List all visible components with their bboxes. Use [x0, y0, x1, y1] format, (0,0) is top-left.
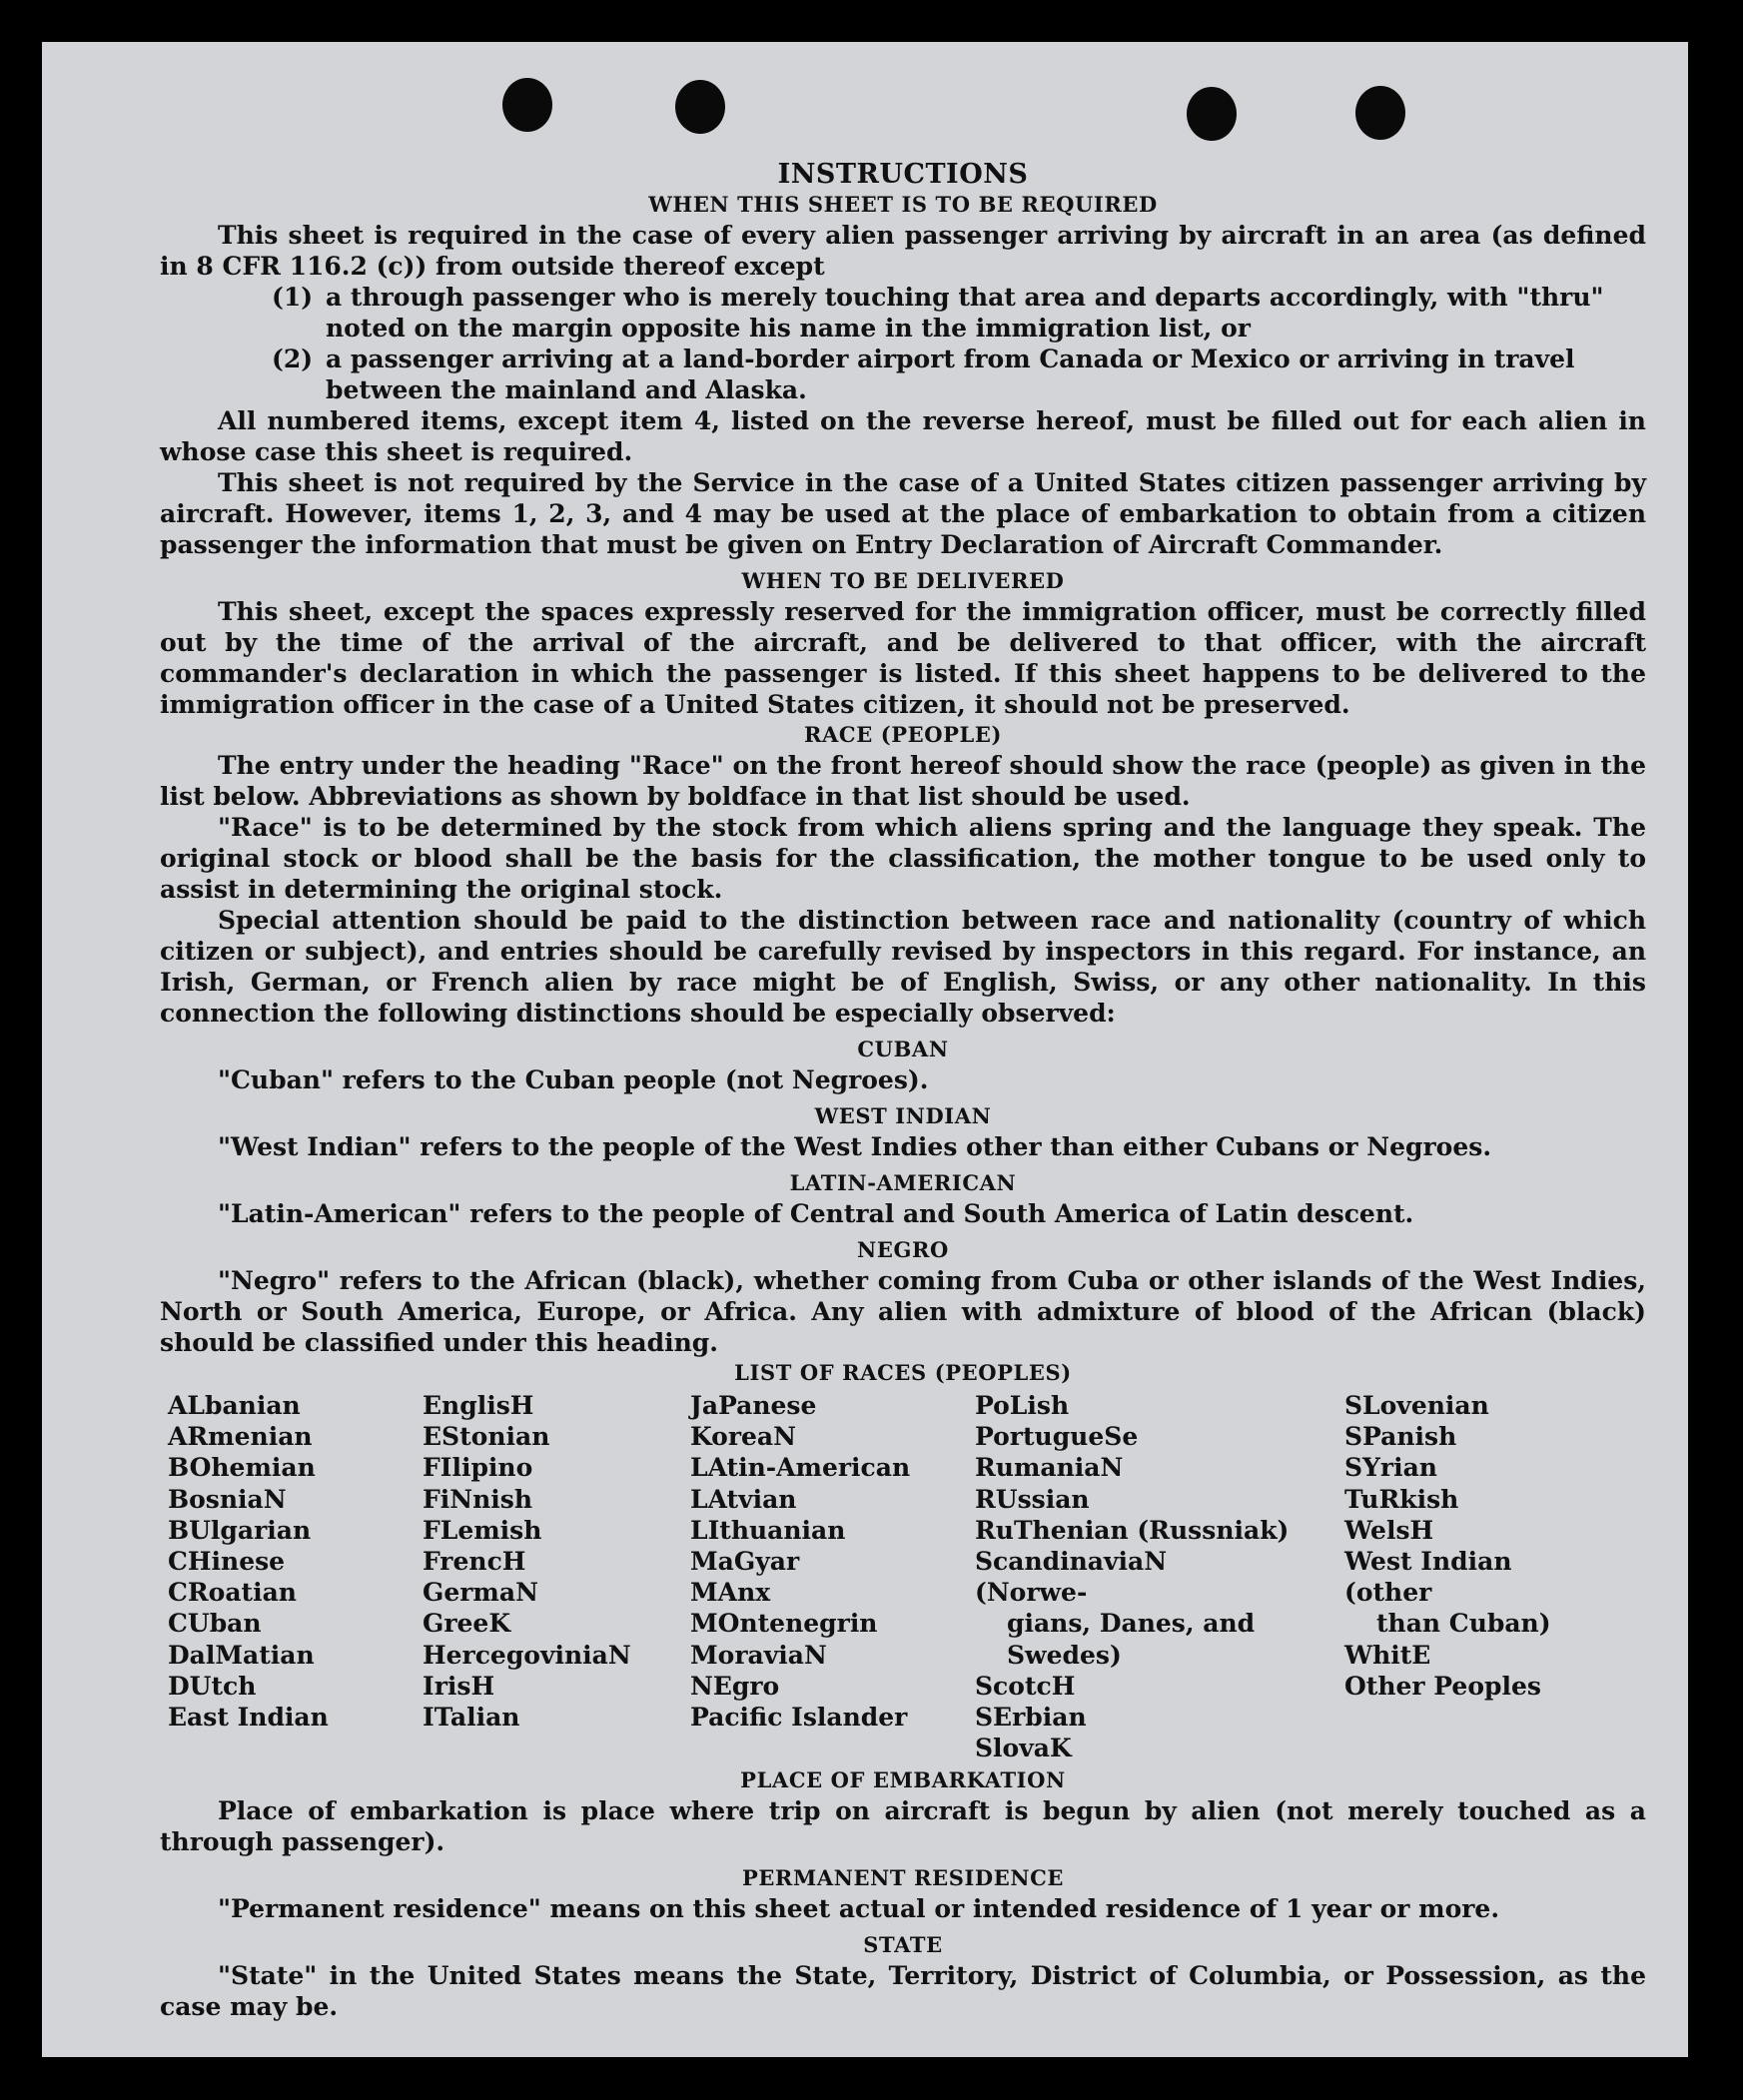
race-item-line: ScandinaviaN (Norwe- — [975, 1547, 1168, 1608]
item-number: (2) — [272, 345, 314, 373]
race-item: SYrian — [1344, 1453, 1437, 1483]
paragraph: "Race" is to be determined by the stock from which aliens spring and the language they speak. The original stock or blood shall be the basis for the classification, the mother tongue to be used only to assist in determining the original stock. — [160, 813, 1646, 904]
race-item: ALbanian — [168, 1391, 301, 1420]
race-item: MAnx — [690, 1578, 771, 1608]
race-item: SErbian — [975, 1703, 1087, 1733]
race-item: WhitE — [1344, 1640, 1431, 1670]
race-item: KoreaN — [690, 1422, 796, 1452]
heading-negro: NEGRO — [857, 1237, 949, 1262]
races-column — [690, 1390, 975, 1763]
paragraph: "West Indian" refers to the people of the West Indies other than either Cubans or Negroes. — [218, 1132, 1492, 1161]
list-item — [272, 344, 1646, 405]
list-item — [272, 282, 1646, 344]
race-item: RuThenian (Russniak) — [975, 1515, 1290, 1545]
item-text: a through passenger who is merely touching that area and departs accordingly, with "thru" noted on the margin opposite his name in the immigration list, or — [326, 283, 1604, 343]
heading-state: STATE — [863, 1932, 943, 1958]
races-column — [975, 1390, 1344, 1763]
heading-when-delivered: WHEN TO BE DELIVERED — [741, 568, 1065, 593]
heading-place-of-embarkation: PLACE OF EMBARKATION — [740, 1767, 1066, 1793]
race-item: BOhemian — [168, 1453, 316, 1483]
race-item: PoLish — [975, 1391, 1070, 1420]
race-item: DalMatian — [168, 1640, 315, 1670]
document-page — [42, 42, 1688, 2057]
heading-latin-american: LATIN-AMERICAN — [789, 1170, 1017, 1195]
paragraph: "State" in the United States means the State, Territory, District of Columbia, or Possession, as the case may be. — [160, 1961, 1646, 2022]
race-item-line: gians, Danes, and — [1007, 1609, 1256, 1639]
heading-west-indian: WEST INDIAN — [814, 1103, 992, 1128]
paragraph: This sheet is not required by the Service in the case of a United States citizen passenger arriving by aircraft. However, items 1, 2, 3, and 4 may be used at the place of embarkation to obtain from a citizen passenger the information that must be given on Entry Declaration of Aircraft Commander. — [160, 468, 1646, 559]
heading-race: RACE (PEOPLE) — [803, 722, 1003, 747]
heading-permanent-residence: PERMANENT RESIDENCE — [741, 1865, 1065, 1891]
item-number: (1) — [272, 283, 314, 312]
race-item: BUlgarian — [168, 1515, 312, 1545]
race-item: GreeK — [423, 1609, 511, 1639]
race-item: FLemish — [423, 1515, 542, 1545]
race-item: ITalian — [423, 1703, 520, 1733]
race-item: EStonian — [423, 1422, 550, 1452]
paragraph: This sheet, except the spaces expressly reserved for the immigration officer, must be correctly filled out by the time of the arrival of the aircraft, and be delivered to that officer, with the aircraft commander's declaration in which the passenger is listed. If this sheet happens to be delivered to the immigration officer in the case of a United States citizen, it should not be preserved. — [160, 597, 1646, 719]
race-item: FrencH — [423, 1547, 526, 1577]
race-item: MoraviaN — [690, 1640, 827, 1670]
race-item: RUssian — [975, 1484, 1090, 1514]
race-item: GermaN — [423, 1578, 538, 1608]
race-item: CHinese — [168, 1547, 286, 1577]
race-item: CUban — [168, 1609, 262, 1639]
paragraph: "Negro" refers to the African (black), whether coming from Cuba or other islands of the West Indies, North or South America, Europe, or Africa. Any alien with admixture of blood of the African (black) should be classified under this heading. — [160, 1266, 1646, 1357]
race-item: WelsH — [1344, 1515, 1434, 1545]
race-item: SLovenian — [1344, 1391, 1489, 1420]
race-item: PortugueSe — [975, 1422, 1139, 1452]
race-item: FIlipino — [423, 1453, 533, 1483]
races-column — [168, 1390, 423, 1763]
race-item: RumaniaN — [975, 1453, 1124, 1483]
race-item: FiNnish — [423, 1484, 533, 1514]
race-item: BosniaN — [168, 1484, 287, 1514]
race-item-west-indian — [1344, 1546, 1604, 1640]
race-item: MOntenegrin — [690, 1609, 878, 1639]
heading-cuban: CUBAN — [857, 1037, 949, 1061]
race-item: TuRkish — [1344, 1484, 1459, 1514]
race-item: ScotcH — [975, 1671, 1076, 1701]
race-item-line: West Indian (other — [1344, 1547, 1512, 1608]
heading-list-of-races: LIST OF RACES (PEOPLES) — [734, 1360, 1072, 1385]
race-item: NEgro — [690, 1671, 780, 1701]
race-item-scandinavian — [975, 1546, 1275, 1671]
race-item-line: than Cuban) — [1376, 1609, 1551, 1639]
race-item: IrisH — [423, 1671, 495, 1701]
page-title: INSTRUCTIONS — [777, 159, 1029, 190]
race-item: SlovaK — [975, 1734, 1072, 1763]
paragraph: Place of embarkation is place where trip on aircraft is begun by alien (not merely touched as a through passenger). — [160, 1796, 1646, 1857]
paragraph: Special attention should be paid to the distinction between race and nationality (country of which citizen or subject), and entries should be carefully revised by inspectors in this regard. For instance, an Irish, German, or French alien by race might be of English, Swiss, or any other nationality. In this connection the following distinctions should be especially observed: — [160, 906, 1646, 1028]
paragraph: "Cuban" refers to the Cuban people (not Negroes). — [218, 1065, 929, 1094]
race-item: ARmenian — [168, 1422, 313, 1452]
paragraph: "Permanent residence" means on this sheet actual or intended residence of 1 year or more. — [218, 1894, 1500, 1924]
paragraph: All numbered items, except item 4, listed on the reverse hereof, must be filled out for each alien in whose case this sheet is required. — [160, 406, 1646, 466]
race-item: JaPanese — [690, 1391, 817, 1420]
races-column — [423, 1390, 690, 1763]
race-item: Pacific Islander — [690, 1703, 908, 1733]
race-item: LAtin-American — [690, 1453, 911, 1483]
race-item: DUtch — [168, 1671, 257, 1701]
paragraph: This sheet is required in the case of every alien passenger arriving by aircraft in an area (as defined in 8 CFR 116.2 (c)) from outside thereof except — [160, 221, 1646, 281]
race-item: CRoatian — [168, 1578, 297, 1608]
race-item: LIthuanian — [690, 1515, 846, 1545]
race-item: East Indian — [168, 1703, 329, 1733]
races-list — [168, 1390, 1646, 1763]
race-item: MaGyar — [690, 1547, 800, 1577]
race-item: HercegoviniaN — [423, 1640, 631, 1670]
paragraph: "Latin-American" refers to the people of Central and South America of Latin descent. — [218, 1199, 1414, 1228]
race-item: Other Peoples — [1344, 1671, 1541, 1701]
races-column — [1344, 1390, 1644, 1763]
race-item-line: Swedes) — [1007, 1640, 1122, 1670]
item-text: a passenger arriving at a land-border airport from Canada or Mexico or arriving in travel between the mainland and Alaska. — [326, 345, 1575, 404]
paragraph: The entry under the heading "Race" on the front hereof should show the race (people) as given in the list below. Abbreviations as shown by boldface in that list should be used. — [160, 751, 1646, 811]
instructions-content — [160, 117, 1646, 2022]
race-item: SPanish — [1344, 1422, 1457, 1452]
heading-when-required: WHEN THIS SHEET IS TO BE REQUIRED — [648, 192, 1158, 217]
race-item: EnglisH — [423, 1391, 534, 1420]
race-item: LAtvian — [690, 1484, 797, 1514]
